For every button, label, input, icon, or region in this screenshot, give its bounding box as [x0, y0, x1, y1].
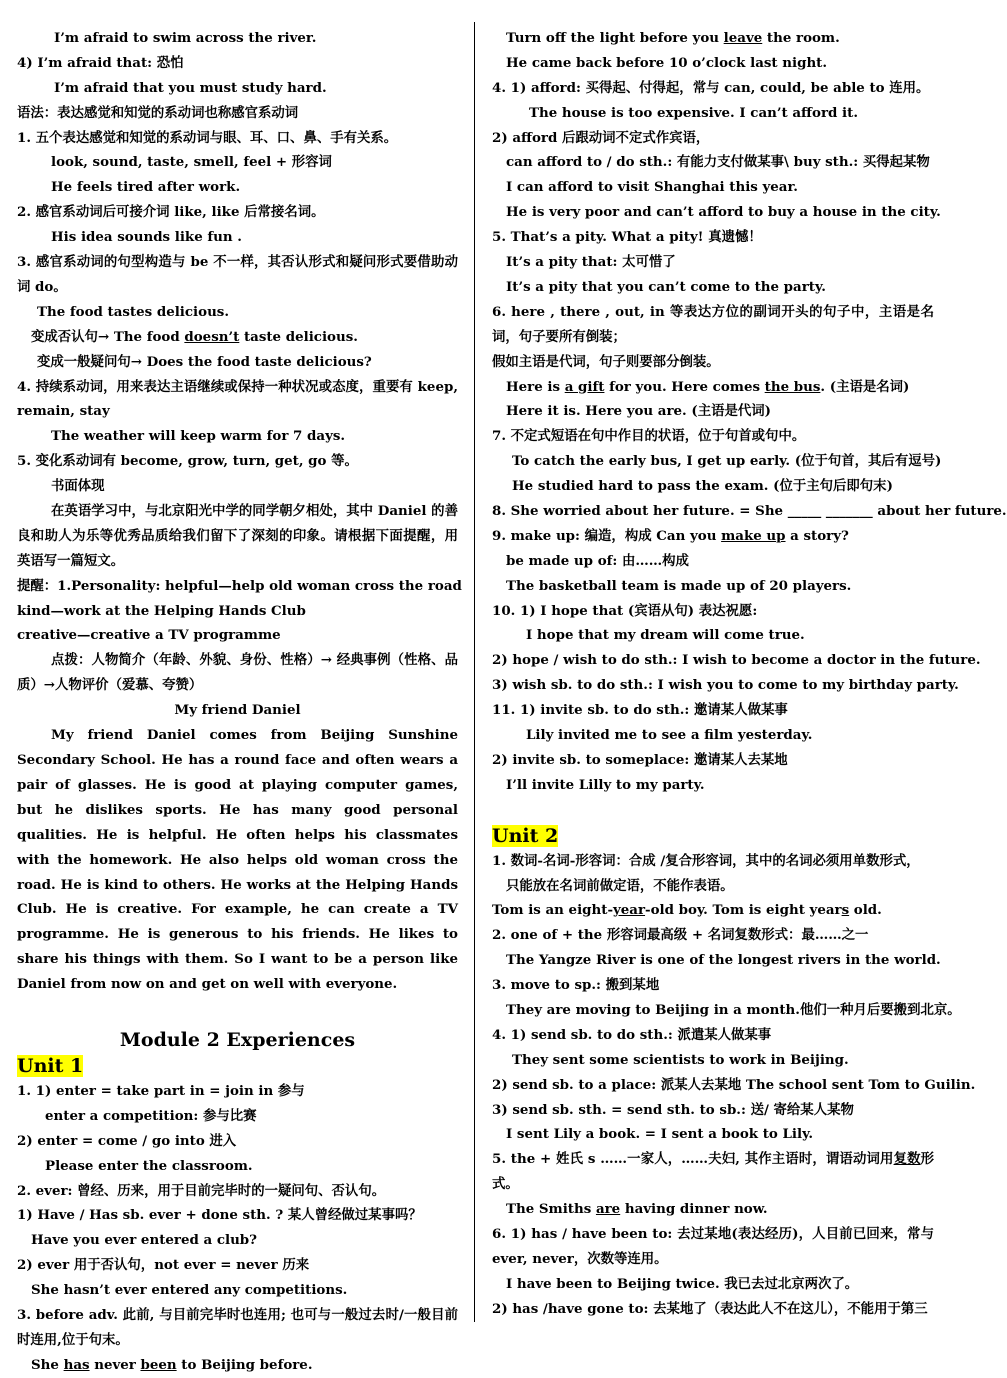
underlined-word: the bus — [764, 378, 821, 395]
tip-line: 点拨：人物简介（年龄、外貌、身份、性格）→ 经典事例（性格、品质）→人物评价（爱慕、夸赞） — [17, 652, 458, 694]
grammar-pattern: It’s a pity that: 太可惜了 — [506, 254, 676, 271]
example-sentence — [17, 1353, 458, 1378]
essay-body: My friend Daniel comes from Beijing Sunshine Secondary School. He has a round face and often wears a pair of glasses. He is good at playing computer games, but he dislikes sports. He has many good personal qualities. He is helpful. He often helps his classmates with the homework. He also helps old woman cross the road. He is kind to others. He works at the Helping Hands Club. He is creative. For example, he can create a TV programme. He is generous to his friends. He likes to share his things with them. So I want to be a person like Daniel from now on and get on well with everyone. — [17, 727, 458, 993]
example-sentence: I can afford to visit Shanghai this year. — [506, 179, 798, 196]
grammar-point: 4. 持续系动词，用来表达主语继续或保持一种状况或态度，重要有 keep, remain, stay — [17, 378, 458, 420]
example-sentence: I hope that my dream will come true. — [526, 627, 805, 644]
example-sentence — [17, 325, 458, 350]
text: having dinner now. — [620, 1201, 768, 1218]
example-sentence — [492, 898, 934, 923]
spacer — [17, 997, 458, 1022]
grammar-point: 2. 感官系动词后可接介词 like, like 后常接名词。 — [17, 204, 325, 221]
text: never — [89, 1356, 141, 1373]
underlined-word: year — [613, 902, 646, 919]
right-column — [492, 26, 1007, 1322]
writing-prompt: 在英语学习中，与北京阳光中学的同学朝夕相处，其中 Daniel 的善良和助人为乐等优秀品质给我们留下了深刻的印象。请根据下面提醒，用英语写一篇短文。 — [17, 502, 458, 569]
example-sentence: 变成一般疑问句→ Does the food taste delicious? — [37, 353, 372, 370]
underlined-word: has — [63, 1356, 90, 1373]
text: the room. — [762, 30, 840, 46]
example-phrase: enter a competition: 参与比赛 — [45, 1107, 257, 1124]
spacer — [492, 798, 934, 823]
text: . (主语是名词) — [820, 378, 910, 395]
underlined-word: 复数 — [893, 1151, 921, 1168]
example-sentence: He feels tired after work. — [51, 179, 241, 196]
text: 变成否认句→ The food — [31, 328, 185, 345]
note-heading: 3) send sb. sth. = send sth. to sb.: 送/ 寄给某人某物 — [492, 1101, 854, 1118]
note-line: 假如主语是代词，句子则要部分倒装。 — [492, 353, 720, 370]
example-sentence: I’m afraid that you must study hard. — [54, 79, 327, 96]
note-heading: 2) ever 用于否认句，not ever = never 历来 — [17, 1257, 310, 1274]
note-heading: 1) Have / Has sb. ever + done sth. ? 某人曾经做过某事吗？ — [17, 1207, 422, 1224]
text: -old boy. Tom is eight year — [645, 902, 842, 919]
example-sentence: He is very poor and can’t afford to buy a house in the city. — [506, 204, 941, 221]
section-heading: 书面体现 — [51, 478, 105, 495]
text: a story? — [785, 527, 849, 544]
text: old. — [849, 902, 882, 919]
example-sentence: It’s a pity that you can’t come to the party. — [506, 278, 826, 295]
note-heading: 11. 1) invite sb. to do sth.: 邀请某人做某事 — [492, 702, 788, 719]
underlined-word: doesn’t — [184, 328, 240, 345]
note-heading: 2) enter = come / go into 进入 — [17, 1132, 237, 1149]
note-heading: 5. That’s a pity. What a pity! 真遗憾！ — [492, 229, 762, 246]
text: Turn off the light before you — [506, 30, 724, 46]
text: 形式。 — [492, 1151, 935, 1193]
note-heading: 4. 1) afford: 买得起、付得起，常与 can, could, be able to 连用。 — [492, 79, 930, 96]
underlined-word: are — [595, 1201, 621, 1218]
hint-line: kind—work at the Helping Hands Club — [17, 602, 306, 619]
text: taste delicious. — [239, 328, 358, 345]
example-sentence: His idea sounds like fun . — [51, 229, 242, 246]
note-heading: 2) invite sb. to someplace: 邀请某人去某地 — [492, 751, 788, 768]
example-sentence: The food tastes delicious. — [37, 303, 229, 320]
note-heading: 10. 1) I hope that (宾语从句) 表达祝愿: — [492, 602, 758, 619]
note-heading: 6. 1) has / have been to: 去过某地(表达经历)，人目前已回来，常与 ever, never，次数等连用。 — [492, 1226, 934, 1267]
grammar-pattern: be made up of: 由……构成 — [506, 552, 689, 569]
note-heading: 4) I’m afraid that: 恐怕 — [17, 54, 184, 71]
example-sentence: She hasn’t ever entered any competitions. — [31, 1282, 348, 1299]
grammar-pattern: can afford to / do sth.: 有能力支付做某事\ buy sth.: 买得起某物 — [506, 154, 930, 171]
example-sentence — [492, 26, 934, 51]
example-sentence: The weather will keep warm for 7 days. — [51, 428, 346, 445]
note-line: 只能放在名词前做定语，不能作表语。 — [506, 877, 734, 894]
text: 5. the + 姓氏 s ……一家人，……夫妇, 其作主语时，谓语动词用 — [492, 1151, 894, 1168]
note-heading: 4. 1) send sb. to do sth.: 派遣某人做某事 — [492, 1026, 772, 1043]
example-sentence: I have been to Beijing twice. 我已去过北京两次了。 — [506, 1275, 859, 1292]
example-sentence: Here it is. Here you are. (主语是代词) — [506, 403, 772, 420]
example-sentence: Please enter the classroom. — [45, 1157, 253, 1174]
text: to Beijing before. — [176, 1356, 313, 1373]
underlined-word: s — [841, 902, 850, 919]
grammar-point: 1. 五个表达感觉和知觉的系动词与眼、耳、口、鼻、手有关系。 — [17, 129, 398, 146]
note-heading: 2) hope / wish to do sth.: I wish to become a doctor in the future. — [492, 652, 981, 669]
column-divider — [474, 22, 475, 1322]
note-heading: 2. ever: 曾经、历来，用于目前完毕时的一疑问句、否认句。 — [17, 1182, 386, 1199]
hint-line: 提醒：1.Personality: helpful—help old woman cross the road — [17, 577, 462, 594]
example-sentence: They sent some scientists to work in Beijing. — [512, 1051, 849, 1068]
hint-line: creative—creative a TV programme — [17, 627, 281, 644]
example-sentence: The Yangze River is one of the longest rivers in the world. — [506, 952, 941, 969]
underlined-word: a gift — [564, 378, 605, 395]
example-sentence: The basketball team is made up of 20 players. — [506, 577, 852, 594]
text: She — [31, 1356, 64, 1373]
note-heading: 3. move to sp.: 搬到某地 — [492, 977, 660, 994]
grammar-heading: 语法：表达感觉和知觉的系动词也称感官系动词 — [17, 104, 299, 121]
note-heading — [492, 1147, 934, 1197]
note-heading: 7. 不定式短语在句中作目的状语，位于句首或句中。 — [492, 428, 806, 445]
left-column — [17, 26, 462, 1378]
example-sentence: Have you ever entered a club? — [31, 1232, 258, 1249]
note-heading: 2) afford 后跟动词不定式作宾语， — [492, 129, 710, 146]
example-sentence: He came back before 10 o’clock last night. — [506, 54, 828, 71]
example-sentence — [492, 375, 934, 400]
underlined-word: leave — [723, 30, 763, 46]
essay-title: My friend Daniel — [174, 702, 301, 719]
text: The Smiths — [506, 1201, 596, 1218]
text: for you. Here comes — [604, 378, 765, 395]
text: Tom is an eight- — [492, 902, 613, 919]
example-sentence: The house is too expensive. I can’t afford it. — [529, 104, 858, 121]
note-heading: 1. 1) enter = take part in = join in 参与 — [17, 1082, 305, 1099]
note-heading: 3) wish sb. to do sth.: I wish you to come to my birthday party. — [492, 677, 959, 694]
note-heading: 2. one of + the 形容词最高级 + 名词复数形式：最……之一 — [492, 927, 869, 944]
grammar-point: 3. 感官系动词的句型构造与 be 不一样，其否认形式和疑问形式要借助动词 do。 — [17, 254, 458, 295]
text: 9. make up: 编造，构成 Can you — [492, 527, 722, 544]
example-sentence: I sent Lily a book. = I sent a book to Lily. — [506, 1126, 813, 1143]
example-sentence: They are moving to Beijing in a month.他们一种月后要搬到北京。 — [506, 1001, 961, 1018]
example-sentence: To catch the early bus, I get up early. (位于句首，其后有逗号) — [512, 453, 942, 470]
example-sentence: I’m afraid to swim across the river. — [54, 30, 317, 46]
note-heading: 2) has /have gone to: 去某地了（表达此人不在这儿），不能用于第三 — [492, 1300, 928, 1317]
grammar-pattern: look, sound, taste, smell, feel + 形容词 — [51, 154, 332, 171]
note-heading: 6. here , there , out, in 等表达方位的副词开头的句子中，主语是名词，句子要所有倒装； — [492, 303, 934, 345]
example-sentence: I’ll invite Lilly to my party. — [506, 776, 705, 793]
unit-heading: Unit 2 — [492, 824, 559, 847]
unit-heading: Unit 1 — [17, 1054, 84, 1077]
note-heading: 3. before adv. 此前, 与目前完毕时也连用; 也可与一般过去时/一般目前时连用,位于句末。 — [17, 1306, 458, 1348]
module-heading: Module 2 Experiences — [119, 1029, 356, 1052]
example-sentence — [492, 1197, 934, 1222]
text: Here is — [506, 378, 565, 395]
underlined-word: been — [140, 1356, 177, 1373]
exercise-line: 8. She worried about her future. = She _____ _______ about her future. — [492, 502, 1007, 519]
example-sentence: Lily invited me to see a film yesterday. — [526, 726, 813, 743]
note-heading: 1. 数词-名词-形容词：合成 /复合形容词，其中的名词必须用单数形式， — [492, 852, 920, 869]
example-sentence: He studied hard to pass the exam. (位于主句后即句末) — [512, 478, 893, 495]
note-heading: 2) send sb. to a place: 派某人去某地 The school sent Tom to Guilin. — [492, 1076, 976, 1093]
grammar-point: 5. 变化系动词有 become, grow, turn, get, go 等。 — [17, 453, 358, 470]
note-heading — [492, 524, 934, 549]
underlined-word: make up — [721, 527, 786, 544]
